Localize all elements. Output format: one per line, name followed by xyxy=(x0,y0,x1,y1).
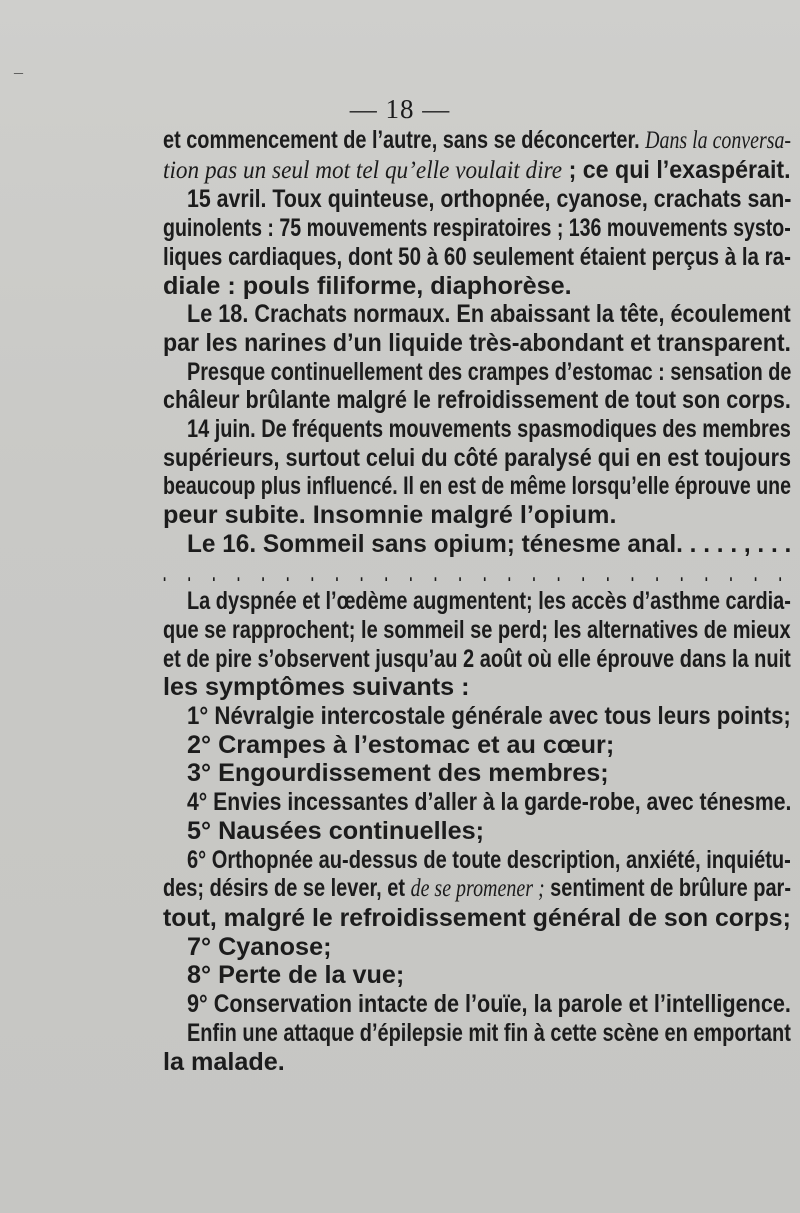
text-line: 5° Nausées continuelles; xyxy=(187,816,485,845)
text-line: diale : pouls filiforme, diaphorèse. xyxy=(163,271,572,300)
text-line: et de pire s’observent jusqu’au 2 août où elle éprouve dans la nuit xyxy=(163,644,791,673)
text-line: 1° Névralgie intercostale générale avec tous leurs points; xyxy=(187,702,791,731)
page-number: — 18 — xyxy=(349,94,451,124)
text-line: que se rapprochent; le sommeil se perd; les alternatives de mieux xyxy=(163,615,791,644)
text-line: Le 16. Sommeil sans opium; ténesme anal. . . . . , . . . xyxy=(187,529,792,558)
text-line: tion pas un seul mot tel qu’elle voulait dire ; ce qui l’exaspérait. xyxy=(163,155,791,184)
text-line: 7° Cyanose; xyxy=(187,932,332,961)
text-line: la malade. xyxy=(163,1047,285,1076)
text-line: et commencement de l’autre, sans se déconcerter. Dans la conversa- xyxy=(163,126,792,154)
text-line: . . . . . . . . . . . . . . . . . . . . . . . . . . xyxy=(163,558,791,587)
text-line: des; désirs de se lever, et de se promener ; sentiment de brûlure par- xyxy=(163,874,791,903)
text-line: 2° Crampes à l’estomac et au cœur; xyxy=(187,730,615,759)
text-line: Presque continuellement des crampes d’estomac : sensation de xyxy=(187,357,792,386)
text-line: 14 juin. De fréquents mouvements spasmodiques des membres xyxy=(187,415,791,444)
margin-mark: – xyxy=(14,62,23,82)
text-line: Le 18. Crachats normaux. En abaissant la tête, écoulement xyxy=(187,300,791,329)
body-text xyxy=(163,126,791,1076)
text-line: 8° Perte de la vue; xyxy=(187,961,405,990)
text-line: 15 avril. Toux quinteuse, orthopnée, cyanose, crachats san- xyxy=(187,185,792,214)
text-line: supérieurs, surtout celui du côté paralysé qui en est toujours xyxy=(163,443,791,472)
text-line: guinolents : 75 mouvements respiratoires ; 136 mouvements systo- xyxy=(163,214,791,243)
text-line: 6° Orthopnée au-dessus de toute description, anxiété, inquiétu- xyxy=(187,845,791,874)
text-line: peur subite. Insomnie malgré l’opium. xyxy=(163,501,617,530)
text-line: 4° Envies incessantes d’aller à la garde-robe, avec ténesme. xyxy=(187,788,792,817)
text-line: par les narines d’un liquide très-abondant et transparent. xyxy=(163,328,791,357)
text-line: 3° Engourdissement des membres; xyxy=(187,759,609,788)
text-line: liques cardiaques, dont 50 à 60 seulement étaient perçus à la ra- xyxy=(163,242,791,271)
text-line: les symptômes suivants : xyxy=(163,673,470,702)
text-line: Enfin une attaque d’épilepsie mit fin à cette scène en emportant xyxy=(187,1018,791,1047)
text-line: 9° Conservation intacte de l’ouïe, la parole et l’intelligence. xyxy=(187,990,791,1019)
text-line: beaucoup plus influencé. Il en est de même lorsqu’elle éprouve une xyxy=(163,472,792,501)
text-line: La dyspnée et l’œdème augmentent; les accès d’asthme cardia- xyxy=(187,587,791,616)
text-line: châleur brûlante malgré le refroidissement de tout son corps. xyxy=(163,386,791,415)
text-line: tout, malgré le refroidissement général de son corps; xyxy=(163,903,791,932)
